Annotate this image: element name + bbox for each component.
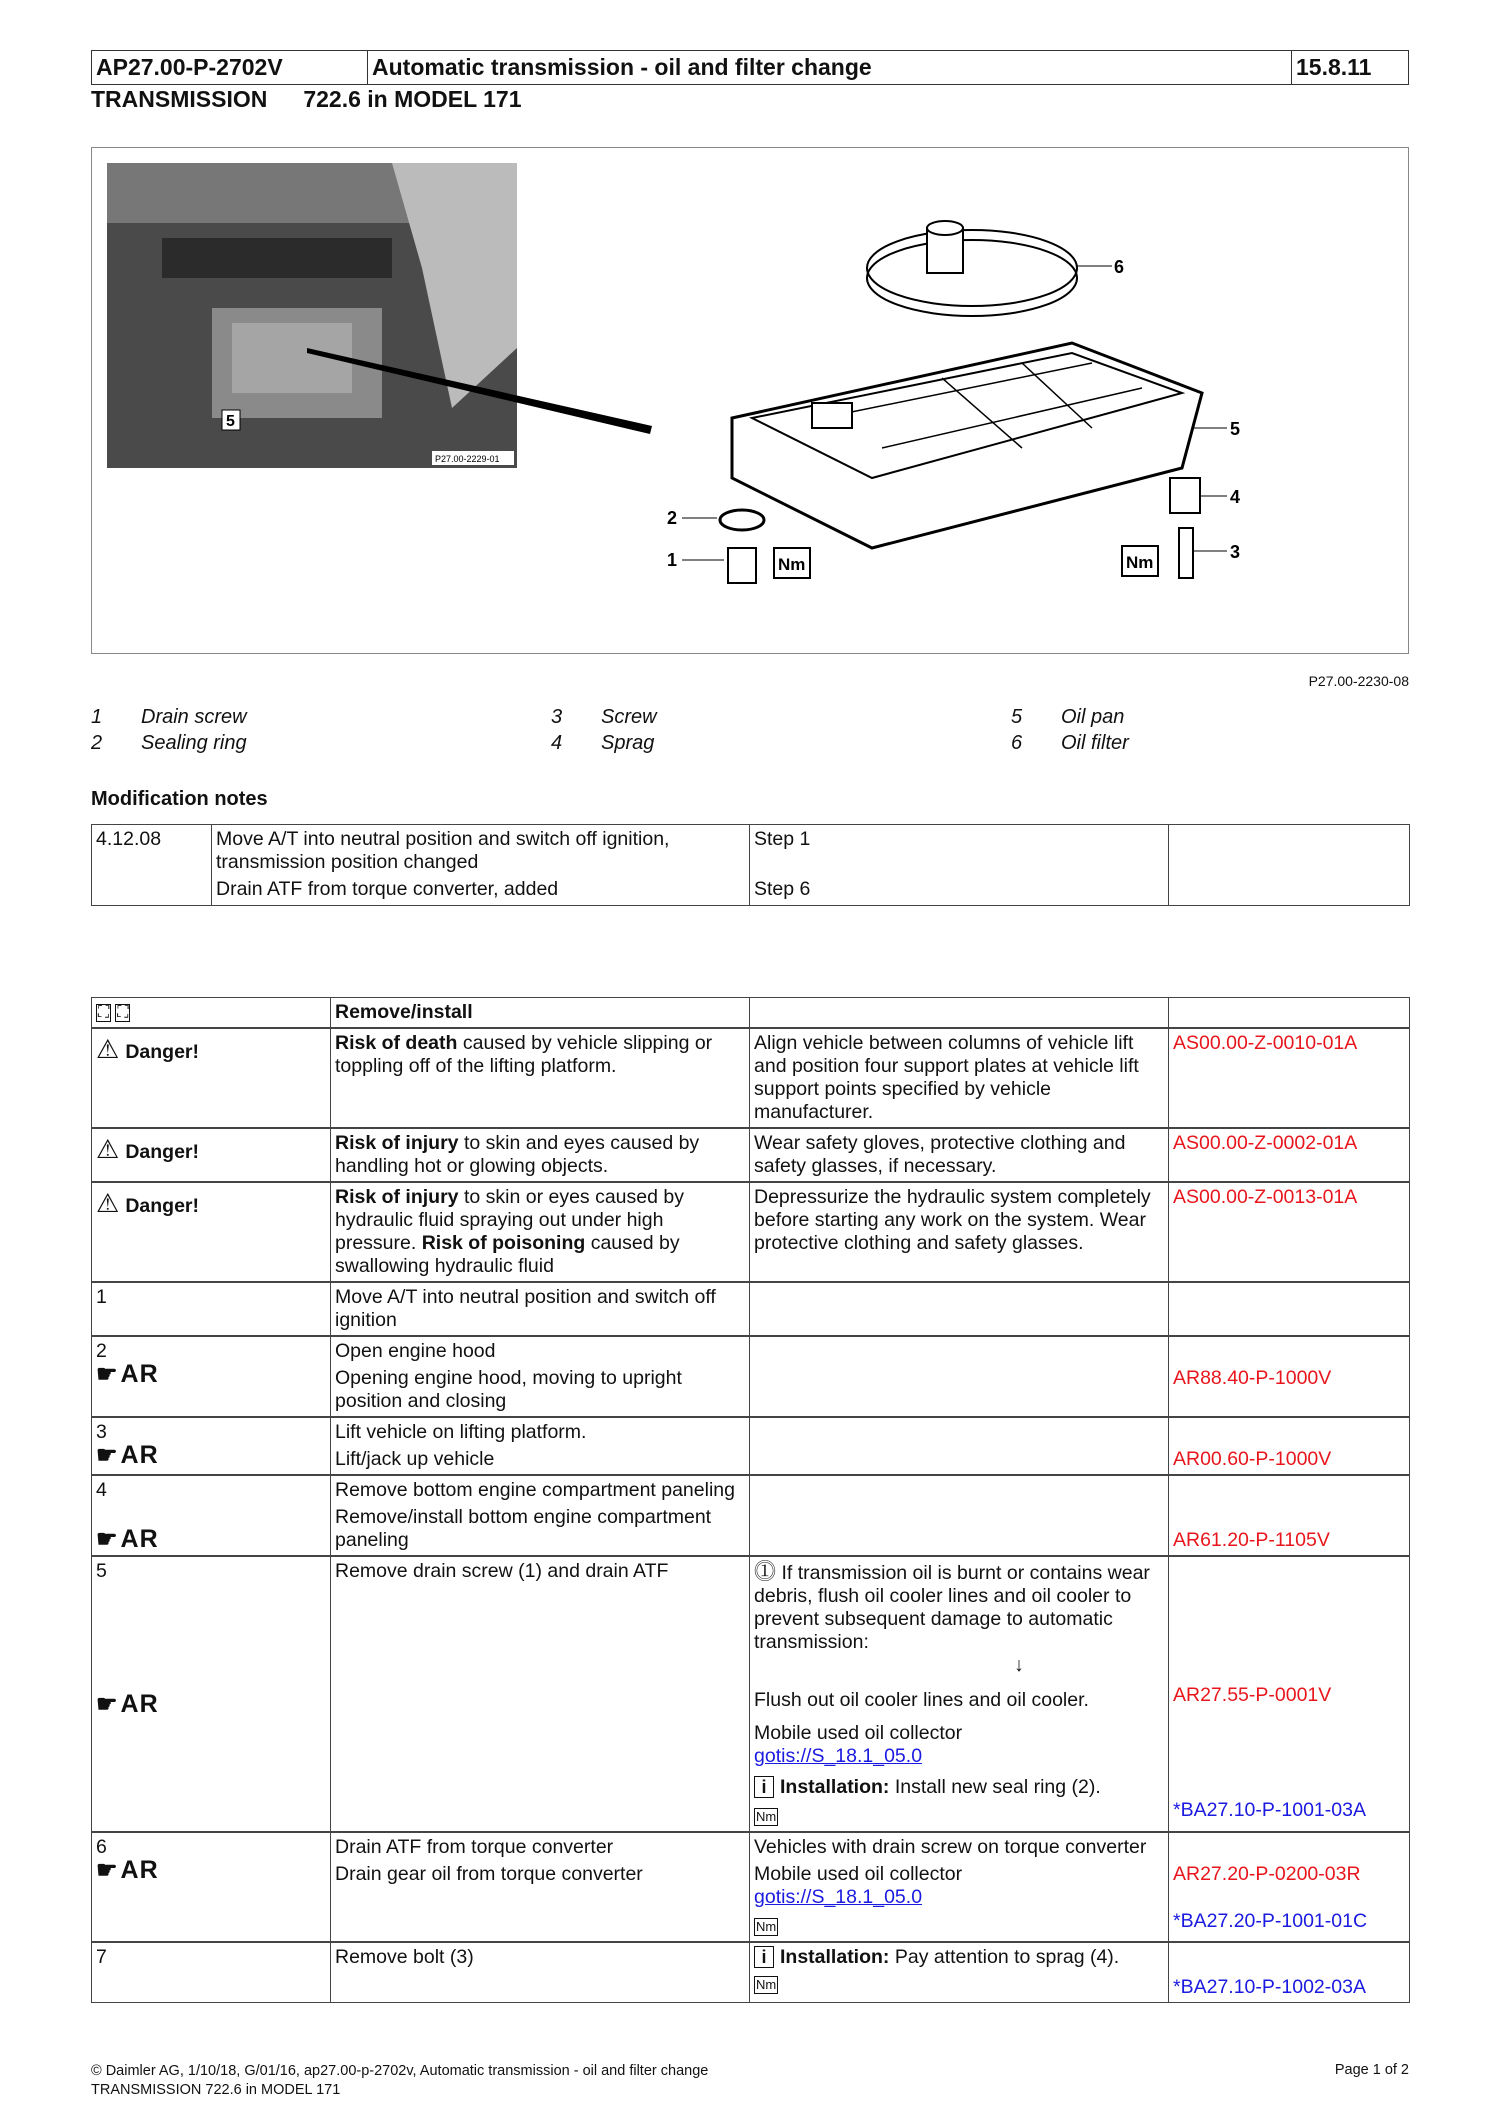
ar-reference-icon: ☛AR <box>96 1360 159 1388</box>
table-row: 4 ☛AR Remove bottom engine compartment paneling Remove/install bottom engine compartment paneling AR61.20-P-1105V <box>92 1475 1410 1556</box>
svg-text:1: 1 <box>666 550 677 570</box>
figure-caption: P27.00-2230-08 <box>1308 673 1409 689</box>
svg-text:Nm: Nm <box>1126 553 1154 572</box>
legend-item: 6 Oil filter <box>1011 732 1129 754</box>
subtitle-group: TRANSMISSION <box>91 86 268 112</box>
table-row: ⚠ Danger! Risk of death caused by vehicle slipping or toppling off of the lifting platform. Align vehicle between columns of vehicle lift and position four support plates at vehicle lift support points specified by vehicle manufacturer. AS00.00-Z-0010-01A <box>92 1028 1410 1128</box>
footer: © Daimler AG, 1/10/18, G/01/16, ap27.00-p-2702v, Automatic transmission - oil and filter change TRANSMISSION 722.6 in MODEL 171 <box>91 2063 709 2098</box>
ref-link[interactable]: AR61.20-P-1105V <box>1173 1529 1330 1551</box>
legend-item: 5 Oil pan <box>1011 706 1125 728</box>
torque-icon: Nm <box>756 1808 777 1824</box>
modification-notes-table <box>91 824 1410 906</box>
ref-link[interactable]: AS00.00-Z-0010-01A <box>1169 1028 1410 1128</box>
subtitle-model: 722.6 in MODEL 171 <box>303 86 522 112</box>
note-icon: ⓵ <box>754 1559 777 1584</box>
page-number: Page 1 of 2 <box>1334 2062 1409 2078</box>
ref-link[interactable]: AS00.00-Z-0002-01A <box>1169 1128 1410 1182</box>
svg-text:4: 4 <box>1230 487 1241 507</box>
doc-title: Automatic transmission - oil and filter change <box>368 51 1292 85</box>
table-row: 6 ☛AR Drain ATF from torque converter Drain gear oil from torque converter Vehicles with drain screw on torque converter Mobile used oil collector gotis://S_18.1_05.0 Nm AR27.20-P-0200-03R *BA27.20-P-1001-01C <box>92 1832 1410 1942</box>
document-header <box>91 50 1409 85</box>
table-row: 4.12.08 Move A/T into neutral position and switch off ignition, transmission position changed Drain ATF from torque converter, added Step 1 Step 6 <box>92 825 1410 906</box>
table-row: ⚠ Danger! Risk of injury to skin and eyes caused by handling hot or glowing objects. Wear safety gloves, protective clothing and safety glasses, if necessary. AS00.00-Z-0002-01A <box>92 1128 1410 1182</box>
svg-text:3: 3 <box>1230 542 1241 562</box>
doc-id: AP27.00-P-2702V <box>92 51 368 85</box>
expand-collapse-icons[interactable]: ⛶ ⛶ <box>92 998 331 1029</box>
torque-icon: Nm <box>756 1976 777 1992</box>
table-row: ⚠ Danger! Risk of injury to skin or eyes caused by hydraulic fluid spraying out under high pressure. Risk of poisoning caused by swallowing hydraulic fluid Depressurize the hydraulic system completely before starting any work on the system. Wear protective clothing and safety glasses. AS00.00-Z-0013-01A <box>92 1182 1410 1282</box>
ref-link[interactable]: *BA27.20-P-1001-01C <box>1173 1910 1368 1932</box>
info-icon: i <box>754 1776 774 1798</box>
procedure-table <box>91 997 1410 2003</box>
warning-icon: ⚠ <box>96 1188 120 1218</box>
ref-link[interactable]: AS00.00-Z-0013-01A <box>1169 1182 1410 1282</box>
table-row: 3 ☛AR Lift vehicle on lifting platform. Lift/jack up vehicle AR00.60-P-1000V <box>92 1417 1410 1475</box>
photo-callout: 5 <box>226 413 235 430</box>
ref-link[interactable]: AR88.40-P-1000V <box>1173 1367 1332 1389</box>
modification-notes-heading: Modification notes <box>91 788 268 810</box>
info-icon: i <box>754 1946 774 1968</box>
ref-link[interactable]: AR00.60-P-1000V <box>1173 1448 1332 1470</box>
ar-reference-icon: ☛AR <box>96 1525 159 1553</box>
gotis-link[interactable]: gotis://S_18.1_05.0 <box>754 1745 923 1767</box>
svg-text:Nm: Nm <box>778 555 806 574</box>
ref-link[interactable]: *BA27.10-P-1001-03A <box>1173 1799 1366 1821</box>
ar-reference-icon: ☛AR <box>96 1856 159 1884</box>
legend-item: 1 Drain screw <box>91 706 247 728</box>
figure <box>91 147 1409 654</box>
legend-item: 3 Screw <box>551 706 657 728</box>
table-row: 1 Move A/T into neutral position and switch off ignition <box>92 1282 1410 1336</box>
ar-reference-icon: ☛AR <box>96 1690 159 1718</box>
svg-text:2: 2 <box>666 508 677 528</box>
ref-link[interactable]: *BA27.10-P-1002-03A <box>1173 1976 1366 1998</box>
gotis-link[interactable]: gotis://S_18.1_05.0 <box>754 1886 923 1908</box>
ref-link[interactable]: AR27.55-P-0001V <box>1173 1684 1332 1706</box>
ar-reference-icon: ☛AR <box>96 1441 159 1469</box>
torque-icon: Nm <box>756 1918 777 1934</box>
table-header-row: ⛶ ⛶ Remove/install <box>92 998 1410 1029</box>
svg-text:6: 6 <box>1114 257 1125 277</box>
table-row: 7 Remove bolt (3) i Installation: Pay attention to sprag (4). Nm *BA27.10-P-1002-03A <box>92 1942 1410 2003</box>
ref-link[interactable]: AR27.20-P-0200-03R <box>1173 1863 1361 1885</box>
table-row: 5 ☛AR Remove drain screw (1) and drain ATF ⓵ If transmission oil is burnt or contains wear debris, flush oil cooler lines and oil cooler to prevent subsequent damage to automatic transmission: ↓ Flush out oil cooler lines and oil cooler. Mobile used oil collector gotis://S_18.1_05.0 i Installation: Install new seal ring (2). Nm AR27.55-P-0001V *BA27.10-P-1001-03A <box>92 1556 1410 1832</box>
svg-text:5: 5 <box>1230 419 1241 439</box>
warning-icon: ⚠ <box>96 1134 120 1164</box>
legend-item: 4 Sprag <box>551 732 655 754</box>
warning-icon: ⚠ <box>96 1034 120 1064</box>
subtitle <box>91 86 522 113</box>
transmission-oil-pan-illustration <box>92 148 1408 653</box>
photo-label: P27.00-2229-01 <box>435 454 500 464</box>
mod-date: 4.12.08 <box>92 825 212 906</box>
legend-item: 2 Sealing ring <box>91 732 247 754</box>
doc-date: 15.8.11 <box>1292 51 1409 85</box>
table-row: 2 ☛AR Open engine hood Opening engine hood, moving to upright position and closing AR88.40-P-1000V <box>92 1336 1410 1417</box>
